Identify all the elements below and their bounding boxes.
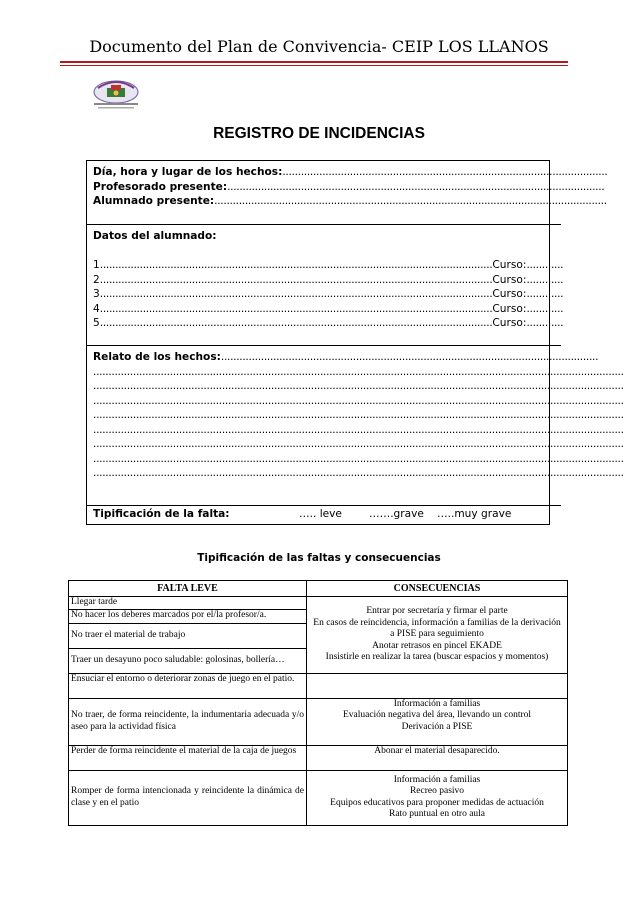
curso-label: Curso:: [492, 273, 527, 286]
narrative-line: .............................................................................................................................................................................: [93, 423, 624, 436]
student-number: 2: [93, 273, 100, 286]
fill-dots: ............: [526, 317, 564, 329]
consequence-line: En casos de reincidencia, información a familias de la derivación: [313, 617, 561, 628]
student-row: [93, 316, 564, 331]
section-subtitle: Tipificación de las faltas y consecuencias: [197, 552, 441, 564]
field-label: Profesorado presente:: [93, 180, 228, 193]
form-section-tipification: [87, 505, 561, 522]
table-row: [69, 698, 568, 745]
faults-table: [68, 580, 568, 826]
consequence-line: Rato puntual en otro aula: [388, 809, 486, 819]
form-section-students: [87, 224, 564, 331]
table-row: [69, 770, 568, 825]
consequence-line: Información a familias: [393, 698, 481, 709]
fill-dots: ............: [526, 259, 564, 271]
form-section-narrative: [87, 345, 624, 481]
field-label: Relato de los hechos:: [93, 351, 221, 363]
table-cell: Perder de forma reincidente el material de la caja de juegos: [69, 745, 307, 770]
narrative-line: .............................................................................................................................................................................: [93, 394, 624, 407]
form-line-teachers: [93, 180, 605, 195]
consequence-line: Equipos educativos para proponer medidas de actuación: [330, 797, 544, 808]
consequence-line: Información a familias: [393, 774, 481, 785]
field-label: Datos del alumnado:: [93, 230, 217, 242]
fill-dots: ................................................................................................................................: [99, 317, 493, 329]
table-cell: Ensuciar el entorno o deteriorar zonas de juego en el patio.: [69, 673, 307, 698]
fill-dots: ................................................................................................................................: [99, 302, 493, 315]
table-cell: [307, 770, 568, 825]
form-section-event: [87, 165, 608, 209]
curso-label: Curso:: [492, 259, 527, 271]
curso-label: Curso:: [492, 302, 527, 315]
student-row: [93, 258, 564, 273]
option-grave: …….grave: [369, 507, 424, 520]
table-cell: Llegar tarde: [69, 597, 307, 610]
narrative-line: .............................................................................................................................................................................: [93, 365, 624, 378]
fill-dots: ..........................................................................................................: [282, 166, 608, 178]
field-label: Alumnado presente:: [93, 195, 215, 207]
student-row: [93, 302, 564, 317]
tipification-row: [93, 506, 555, 522]
table-cell: [307, 673, 568, 698]
school-logo: [90, 78, 142, 114]
student-number: 5: [93, 317, 100, 329]
narrative-line: .............................................................................................................................................................................: [93, 380, 624, 392]
narrative-line: .............................................................................................................................................................................: [93, 452, 624, 465]
table-cell: No traer el material de trabajo: [69, 623, 307, 648]
column-header: CONSECUENCIAS: [307, 581, 568, 597]
consequence-line: Insistirle en realizar la tarea (buscar espacios y momentos): [325, 652, 549, 662]
form-line-narrative-label: [93, 350, 599, 365]
table-cell: No traer, de forma reincidente, la indumentaria adecuada y/o aseo para la actividad física: [69, 698, 307, 745]
consequence-line: Evaluación negativa del área, llevando un control: [342, 710, 532, 720]
spacer: [93, 244, 555, 259]
student-row: [93, 287, 564, 302]
table-row: [69, 745, 568, 770]
table-cell: [307, 597, 568, 674]
table-cell: [307, 698, 568, 745]
form-line-students: [93, 194, 607, 209]
table-cell: Romper de forma intencionada y reincidente la dinámica de clase y en el patio: [69, 770, 307, 825]
consequence-line: Derivación a PISE: [401, 721, 473, 732]
table-cell: No hacer los deberes marcados por el/la profesor/a.: [69, 609, 307, 623]
table-row: [69, 673, 568, 698]
student-row: [93, 273, 564, 288]
fill-dots: ................................................................................................................................: [214, 195, 607, 207]
option-muy-grave: …..muy grave: [437, 507, 512, 520]
table-cell: Traer un desayuno poco saludable: golosinas, bollería…: [69, 648, 307, 673]
curso-label: Curso:: [492, 288, 527, 300]
fill-dots: ............: [526, 302, 564, 315]
consequence-line: Recreo pasivo: [409, 786, 465, 796]
option-leve: ….. leve: [299, 507, 342, 520]
curso-label: Curso:: [492, 317, 527, 329]
fill-dots: ............: [526, 288, 564, 300]
field-label: Tipificación de la falta:: [93, 507, 230, 520]
table-header-row: [69, 581, 568, 597]
fill-dots: ................................................................................................................................: [99, 288, 493, 300]
narrative-line: .............................................................................................................................................................................: [93, 409, 624, 421]
consequence-line: a PISE para seguimiento: [390, 629, 484, 639]
form-line-date-place: [93, 165, 608, 180]
incident-form: [86, 160, 624, 525]
consequence-line: Entrar por secretaría y firmar el parte: [366, 606, 508, 616]
column-header: FALTA LEVE: [69, 581, 307, 597]
fill-dots: ................................................................................................................................: [99, 259, 493, 271]
student-number: 3: [93, 288, 100, 300]
fill-dots: ...........................................................................................................................: [227, 180, 605, 193]
narrative-line: .............................................................................................................................................................................: [93, 438, 624, 450]
header-rule-thin: [60, 65, 568, 66]
student-number: 1: [93, 259, 100, 271]
table-row: [69, 597, 568, 610]
narrative-line: .............................................................................................................................................................................: [93, 467, 624, 479]
field-label: Día, hora y lugar de los hechos:: [93, 166, 283, 178]
page-title: REGISTRO DE INCIDENCIAS: [213, 125, 425, 142]
consequence-line: Anotar retrasos en pincel EKADE: [372, 640, 502, 651]
table-cell: Abonar el material desaparecido.: [307, 745, 568, 770]
fill-dots: ............: [526, 273, 564, 286]
document-header: Documento del Plan de Convivencia- CEIP LOS LLANOS: [89, 37, 549, 56]
header-rule: [60, 61, 568, 63]
student-number: 4: [93, 302, 100, 315]
fill-dots: ...........................................................................................................................: [220, 351, 599, 363]
fill-dots: ................................................................................................................................: [99, 273, 493, 286]
